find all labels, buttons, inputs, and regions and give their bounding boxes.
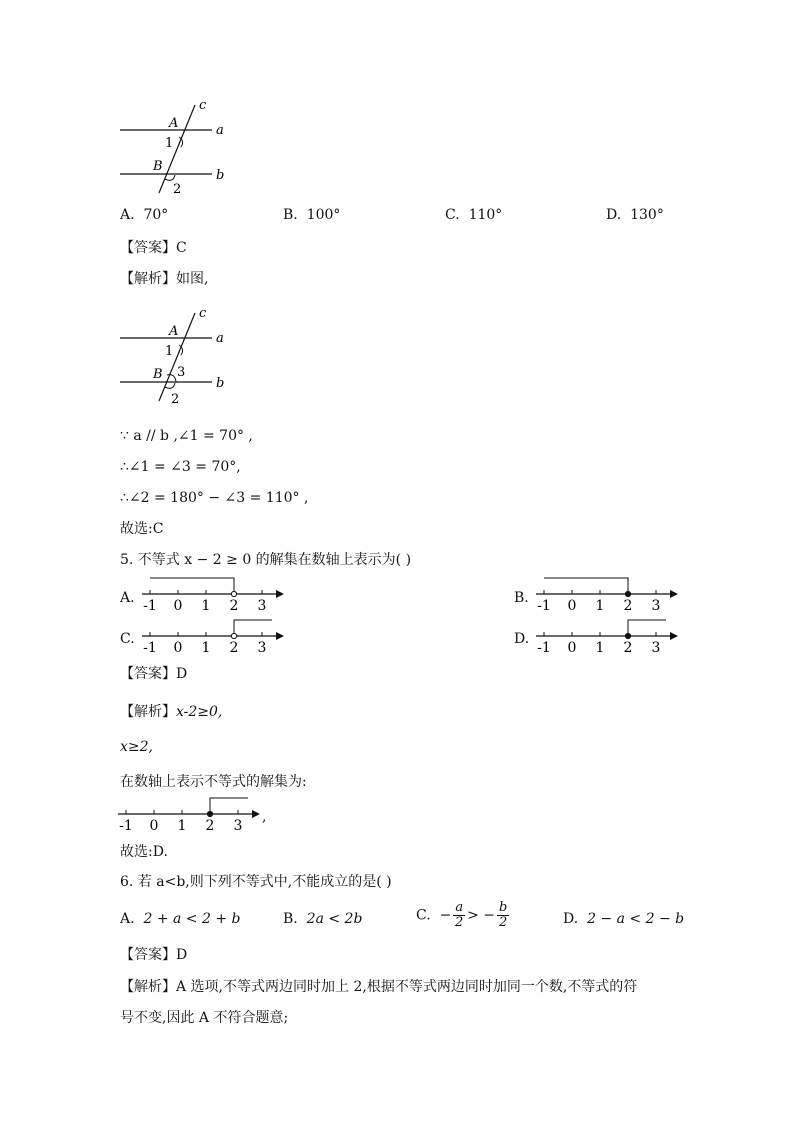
fraction-b-over-2: $\frac{b}{2}$ [499,900,508,930]
q5-analysis: 【解析】x-2≥0, [120,704,223,720]
q5-number-line-c [140,612,290,672]
axis-tick-label: 0 [173,598,183,614]
closed-endpoint [207,811,212,816]
q5-after-axis: , [262,809,267,825]
q6-stem: 6. 若 a<b,则下列不等式中,不能成立的是( ) [120,874,392,890]
answer-label: 【答案】 [120,240,176,256]
q6-option-a[interactable]: A. 2 + a < 2 + b [120,911,241,927]
q4-analysis: 【解析】如图, [120,271,209,287]
solution-bracket [150,578,234,594]
label-2: 2 [173,182,182,197]
axis-tick-label: 2 [205,818,215,834]
axis-tick-label: 0 [567,640,577,656]
q4-step-1: ∵ a // b ,∠1 = 70° , [120,428,253,444]
q4-answer [120,239,187,257]
axis-tick-label: 3 [233,818,243,834]
answer-label: 【答案】 [120,666,176,682]
axis-tick-label: 1 [595,598,605,614]
q4-option-a[interactable]: A. 70° [120,207,169,223]
q5-stem: 5. 不等式 x − 2 ≥ 0 的解集在数轴上表示为( ) [120,552,412,568]
axis-tick-label: 0 [567,598,577,614]
open-endpoint [231,591,236,596]
axis-arrow [670,632,678,640]
parallel-lines-figure-1 [115,95,255,195]
label-c: c [199,306,207,321]
q5-option-a-letter[interactable]: A. [120,590,135,606]
q5-option-b-letter[interactable]: B. [514,590,529,606]
answer-value: C [176,240,187,256]
axis-tick-label: 3 [257,640,267,656]
q5-answer [120,665,187,683]
label-1: 1 [165,344,174,359]
axis-tick-label: -1 [537,598,551,614]
axis-tick-label: 3 [651,598,661,614]
axis-tick-label: -1 [537,640,551,656]
axis-tick-label: 1 [595,640,605,656]
analysis-label: 【解析】 [120,271,176,287]
axis-tick-label: 2 [229,640,239,656]
q5-analysis-line-3: 在数轴上表示不等式的解集为: [120,774,307,790]
q5-option-c-letter[interactable]: C. [120,631,135,647]
solution-bracket [210,798,248,814]
axis-arrow [670,590,678,598]
label-B: B [153,367,163,382]
answer-value: D [176,947,188,963]
axis-tick-label: 0 [173,640,183,656]
axis-tick-label: -1 [119,818,133,834]
axis-tick-label: 2 [623,598,633,614]
axis-tick-label: 2 [623,640,633,656]
q4-step-3: ∴∠2 = 180° − ∠3 = 110° , [120,490,309,506]
open-endpoint [231,633,236,638]
axis-tick-label: 1 [201,598,211,614]
q6-option-b[interactable]: B. 2a < 2b [283,911,363,927]
label-3: 3 [177,365,186,380]
solution-bracket [544,578,628,594]
q5-conclusion: 故选:D. [120,844,168,860]
label-1: 1 [165,136,174,151]
axis-arrow [276,632,284,640]
axis-tick-label: 3 [651,640,661,656]
label-B: B [153,159,163,174]
q6-analysis-line-1: 【解析】A 选项,不等式两边同时加上 2,根据不等式两边同时加同一个数,不等式的符 [120,979,638,995]
q4-step-2: ∴∠1 = ∠3 = 70°, [120,459,241,475]
q4-option-c[interactable]: C. 110° [445,207,503,223]
q4-conclusion: 故选:C [120,521,164,537]
q5-option-d-letter[interactable]: D. [514,631,530,647]
closed-endpoint [625,591,630,596]
q6-option-c[interactable]: C. − $\frac{a}{2}$ > − $\frac{b}{2}$ [416,900,508,930]
q5-solution-number-line [116,790,266,850]
label-A: A [169,324,179,339]
analysis-label: 【解析】 [120,704,176,720]
parallel-lines-figure-2 [115,303,255,407]
axis-arrow [252,810,260,818]
axis-tick-label: -1 [143,640,157,656]
q4-option-d[interactable]: D. 130° [606,207,664,223]
answer-label: 【答案】 [120,947,176,963]
axis-arrow [276,590,284,598]
q6-answer [120,946,187,964]
label-a: a [216,123,224,138]
fraction-a-over-2: $\frac{a}{2}$ [455,900,464,930]
closed-endpoint [625,633,630,638]
q6-option-d[interactable]: D. 2 − a < 2 − b [563,911,685,927]
axis-tick-label: 3 [257,598,267,614]
label-b: b [216,168,225,183]
label-b: b [216,376,225,391]
label-2: 2 [171,392,180,407]
analysis-label: 【解析】 [120,979,176,995]
solution-bracket [234,620,272,636]
label-A: A [169,116,179,131]
q6-analysis-line-2: 号不变,因此 A 不符合题意; [120,1010,289,1026]
solution-bracket [628,620,666,636]
q4-option-b[interactable]: B. 100° [283,207,341,223]
axis-tick-label: 1 [201,640,211,656]
axis-tick-label: 2 [229,598,239,614]
answer-value: D [176,666,188,682]
q5-analysis-line-2: x≥2, [120,739,153,755]
axis-tick-label: 1 [177,818,187,834]
axis-tick-label: -1 [143,598,157,614]
q5-number-line-d [534,612,684,672]
label-c: c [199,98,207,113]
label-a: a [216,331,224,346]
axis-tick-label: 0 [149,818,159,834]
